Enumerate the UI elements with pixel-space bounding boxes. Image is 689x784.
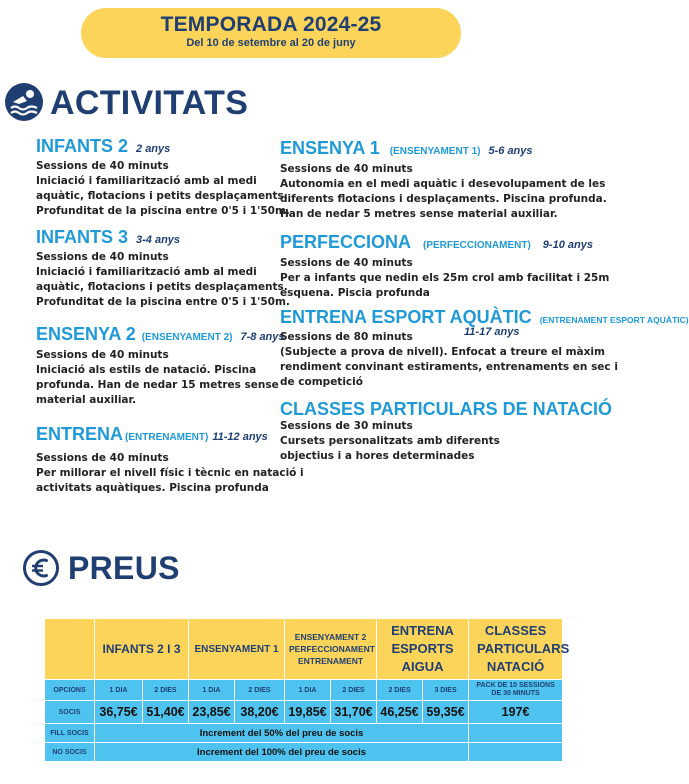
activity-desc-line: de competició [280,376,363,388]
activity-name: CLASSES PARTICULARS DE NATACIÓ [280,399,613,419]
header-entrena-esports: ENTRENA ESPORTS AIGUA [377,619,469,680]
option-cell: 1 DIA [95,680,143,701]
socis-label: SOCIS [45,701,95,724]
socis-row [45,701,563,724]
activity-desc-line: Per a infants que nedin els 25m crol amb facilitat i 25m [280,272,610,284]
empty-header-cell [45,619,95,680]
activity-desc-line: aquàtic, flotacions i petits desplaçaments. [36,281,288,293]
activity-desc-line: Cursets personalitzats amb diferents [280,435,500,447]
activities-title: ACTIVITATS [50,84,249,122]
euro-icon [22,549,60,587]
activity-desc-line: Iniciació i familiarització amb al medi [36,175,257,187]
activity-desc-line: esquena. Piscia profunda [280,287,430,299]
option-cell: 2 DIES [331,680,377,701]
activity-name: ENTRENA ESPORT AQUÀTIC [280,307,532,327]
activity-name: ENSENYA 1 [280,138,380,158]
header-ensenyament-1: ENSENYAMENT 1 [189,619,285,680]
header-classes-particulars: CLASSES PARTICULARS NATACIÓ [469,619,563,680]
activity-ensenya-1 [280,138,607,222]
activity-ensenya-2 [36,324,285,408]
price-cell: 59,35€ [423,701,469,724]
activity-age: 5-6 anys [488,145,533,157]
header-ensenyament-2: ENSENYAMENT 2 PERFECCIONAMENT ENTRENAMENT [285,619,377,680]
options-label: OPCIONS [45,680,95,701]
season-title: TEMPORADA 2024-25 [160,13,382,36]
empty-cell [469,724,563,743]
option-cell: PACK DE 10 SESSIONS DE 30 MINUTS [469,680,563,701]
activity-desc-line: diferents flotacions i desplaçaments. Piscina profunda. [280,193,607,205]
no-socis-label: NO SOCIS [45,743,95,762]
activity-sessions: Sessions de 40 minuts [36,452,169,464]
price-table [44,618,570,762]
activity-desc-line: Profunditat de la piscina entre 0'5 i 1'50m. [36,205,290,217]
price-cell: 197€ [469,701,563,724]
activity-sessions: Sessions de 30 minuts [280,420,413,432]
activity-classes-particulars [280,399,612,464]
activity-age: 11-12 anys [212,431,268,443]
activity-age: 9-10 anys [542,239,593,251]
season-banner [81,8,461,58]
activity-perfecciona [280,232,609,301]
swimmer-icon [4,82,44,122]
price-cell: 46,25€ [377,701,423,724]
price-cell: 23,85€ [189,701,235,724]
activity-desc-line: Autonomia en el medi aquàtic i desevolupament de les [280,178,606,190]
option-cell: 2 DIES [235,680,285,701]
activity-desc-line: (Subjecte a prova de nivell). Enfocat a treure el màxim [280,346,605,358]
activity-name: ENTRENA [36,424,124,444]
activity-desc-line: aquàtic, flotacions i petits desplaçaments. [36,190,288,202]
activity-name: INFANTS 2 [36,136,129,156]
activity-infants-2 [36,136,290,219]
option-cell: 1 DIA [285,680,331,701]
option-cell: 3 DIES [423,680,469,701]
activity-desc-line: Han de nedar 5 metres sense material auxiliar. [280,208,558,220]
options-row [45,680,563,701]
no-socis-row [45,743,563,762]
activity-age: 7-8 anys [240,331,285,343]
price-cell: 38,20€ [235,701,285,724]
activity-desc-line: rendiment convinant estiraments, entrenaments en sec i [280,361,618,373]
activity-name: PERFECCIONA [280,232,412,252]
activity-desc-line: objectius i a hores determinades [280,450,475,462]
price-cell: 19,85€ [285,701,331,724]
empty-cell [469,743,563,762]
activity-desc-line: profunda. Han de nedar 15 metres sense [36,379,279,391]
activity-sessions: Sessions de 40 minuts [36,349,169,361]
activity-desc-line: material auxiliar. [36,394,137,406]
fill-socis-row [45,724,563,743]
activity-sessions: Sessions de 40 minuts [36,160,169,172]
activity-infants-3 [36,227,290,310]
price-cell: 36,75€ [95,701,143,724]
activity-subname: (ENSENYAMENT 2) [141,332,233,343]
activity-subname: (ENSENYAMENT 1) [389,146,481,157]
activity-desc-line: Per millorar el nivell físic i tècnic en natació i [36,467,304,479]
activity-entrena [36,424,304,496]
option-cell: 1 DIA [189,680,235,701]
activity-entrena-esport-aquatic [280,307,689,390]
activity-desc-line: Iniciació i familiarització amb al medi [36,266,257,278]
activity-sessions: Sessions de 40 minuts [280,257,413,269]
activity-desc-line: Iniciació als estils de natació. Piscina [36,364,257,376]
season-dates: Del 10 de setembre al 20 de juny [186,37,356,49]
activity-subname: (ENTRENAMENT) [125,432,209,443]
no-socis-text: Increment del 100% del preu de socis [95,743,469,762]
option-cell: 2 DIES [377,680,423,701]
fill-socis-label: FILL SOCIS [45,724,95,743]
activity-subname: (PERFECCIONAMENT) [423,240,531,251]
activity-sessions: Sessions de 80 minuts [280,331,413,343]
activity-desc-line: Profunditat de la piscina entre 0'5 i 1'50m. [36,296,290,308]
activity-age: 2 anys [136,143,171,155]
option-cell: 2 DIES [143,680,189,701]
activity-age: 3-4 anys [136,234,181,246]
activity-name: ENSENYA 2 [36,324,136,344]
price-cell: 31,70€ [331,701,377,724]
activity-name: INFANTS 3 [36,227,129,247]
activity-sessions: Sessions de 40 minuts [280,163,413,175]
activity-desc-line: activitats aquàtiques. Piscina profunda [36,482,269,494]
activity-age: 11-17 anys [464,326,520,338]
prices-title: PREUS [68,550,180,586]
activity-subname: (ENTRENAMENT ESPORT AQUÀTIC) [539,315,689,325]
fill-socis-text: Increment del 50% del preu de socis [95,724,469,743]
header-infants: INFANTS 2 I 3 [95,619,189,680]
price-header-row [45,619,563,680]
price-cell: 51,40€ [143,701,189,724]
activity-sessions: Sessions de 40 minuts [36,251,169,263]
